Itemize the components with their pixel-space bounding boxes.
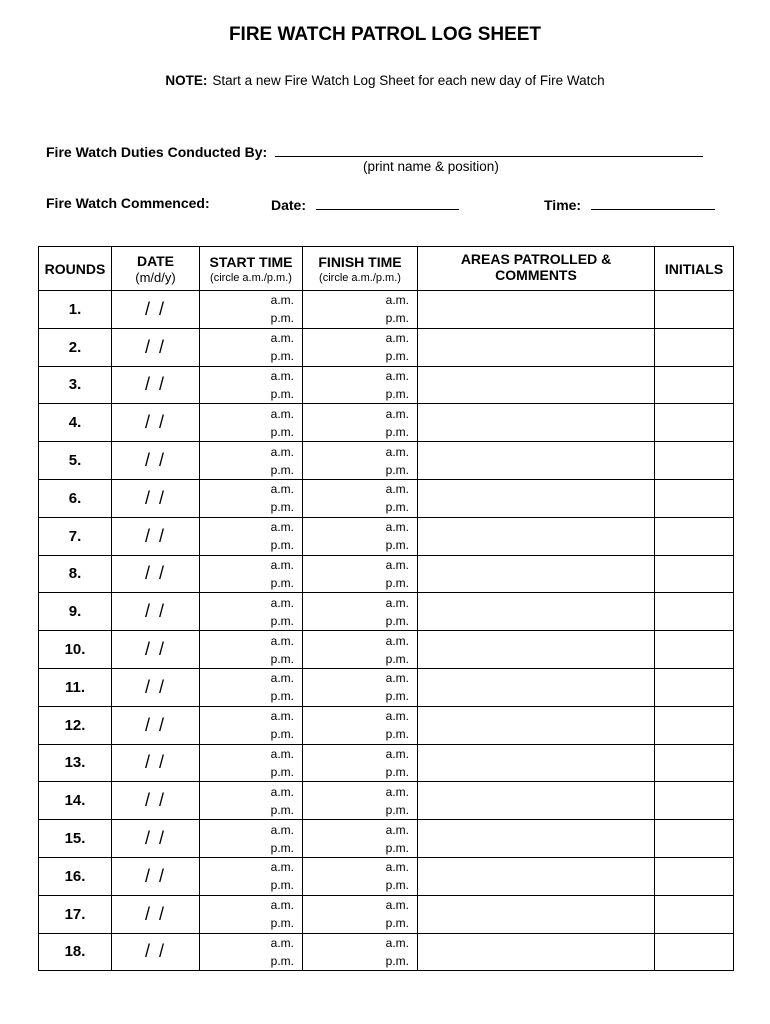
am-option[interactable]: a.m. [385,898,409,913]
areas-cell[interactable] [418,668,655,706]
areas-cell[interactable] [418,555,655,593]
date-cell[interactable]: / / [112,479,200,517]
start-time-cell[interactable] [200,555,303,593]
conducted-by-label: Fire Watch Duties Conducted By: [46,144,268,160]
round-number: 1. [39,291,112,329]
date-cell[interactable]: / / [112,857,200,895]
table-row [39,857,734,895]
table-row [39,820,734,858]
am-option[interactable]: a.m. [270,860,294,875]
header-finish-hint: (circle a.m./p.m.) [319,271,401,284]
start-time-cell[interactable] [200,782,303,820]
start-time-cell[interactable] [200,820,303,858]
finish-time-cell[interactable] [303,442,418,480]
areas-cell[interactable] [418,782,655,820]
date-cell[interactable]: / / [112,744,200,782]
pm-option[interactable]: p.m. [270,613,294,628]
start-time-cell[interactable] [200,328,303,366]
am-option[interactable]: a.m. [270,406,294,421]
header-date [112,247,200,291]
am-option[interactable]: a.m. [385,557,409,572]
areas-cell[interactable] [418,820,655,858]
table-row [39,631,734,669]
initials-cell[interactable] [655,291,734,329]
pm-option[interactable]: p.m. [385,840,409,855]
finish-time-cell[interactable] [303,706,418,744]
pm-option[interactable]: p.m. [270,802,294,817]
table-header-row [39,247,734,291]
commenced-date-label: Date: [271,197,307,213]
patrol-log-table [38,246,734,971]
note-label: NOTE: [165,73,208,88]
table-row [39,706,734,744]
am-option[interactable]: a.m. [385,671,409,686]
round-number: 2. [39,328,112,366]
areas-cell[interactable] [418,857,655,895]
initials-cell[interactable] [655,328,734,366]
start-time-cell[interactable] [200,857,303,895]
header-start-time [200,247,303,291]
header-start-hint: (circle a.m./p.m.) [210,271,292,284]
am-option[interactable]: a.m. [270,935,294,950]
table-row [39,442,734,480]
finish-time-cell[interactable] [303,517,418,555]
am-option[interactable]: a.m. [385,822,409,837]
table-row [39,782,734,820]
commenced-time-label: Time: [544,197,582,213]
am-option[interactable]: a.m. [270,482,294,497]
pm-option[interactable]: p.m. [270,727,294,742]
am-option[interactable]: a.m. [270,822,294,837]
areas-cell[interactable] [418,291,655,329]
round-number: 16. [39,857,112,895]
start-time-cell[interactable] [200,593,303,631]
am-option[interactable]: a.m. [385,444,409,459]
initials-cell[interactable] [655,555,734,593]
finish-time-cell[interactable] [303,744,418,782]
pm-option[interactable]: p.m. [270,538,294,553]
pm-option[interactable]: p.m. [270,349,294,364]
pm-option[interactable]: p.m. [385,500,409,515]
initials-cell[interactable] [655,631,734,669]
initials-cell[interactable] [655,782,734,820]
commenced-date-row [271,195,459,213]
finish-time-cell[interactable] [303,820,418,858]
pm-option[interactable]: p.m. [270,689,294,704]
pm-option[interactable]: p.m. [385,764,409,779]
header-initials: INITIALS [655,247,734,291]
pm-option[interactable]: p.m. [385,878,409,893]
table-row [39,744,734,782]
table-row [39,895,734,933]
areas-cell[interactable] [418,744,655,782]
initials-cell[interactable] [655,442,734,480]
pm-option[interactable]: p.m. [270,462,294,477]
initials-cell[interactable] [655,706,734,744]
am-option[interactable]: a.m. [270,368,294,383]
am-option[interactable]: a.m. [385,709,409,724]
finish-time-cell[interactable] [303,291,418,329]
table-row [39,366,734,404]
am-option[interactable]: a.m. [385,633,409,648]
initials-cell[interactable] [655,744,734,782]
round-number: 8. [39,555,112,593]
pm-option[interactable]: p.m. [385,386,409,401]
areas-cell[interactable] [418,517,655,555]
finish-time-cell[interactable] [303,895,418,933]
finish-time-cell[interactable] [303,593,418,631]
am-option[interactable]: a.m. [385,860,409,875]
round-number: 7. [39,517,112,555]
pm-option[interactable]: p.m. [385,953,409,968]
header-areas [418,247,655,291]
conducted-by-field[interactable] [275,142,703,157]
am-option[interactable]: a.m. [385,520,409,535]
header-date-label: DATE [136,252,175,269]
pm-option[interactable]: p.m. [270,878,294,893]
round-number: 15. [39,820,112,858]
round-number: 10. [39,631,112,669]
table-row [39,517,734,555]
commenced-time-field[interactable] [591,195,715,210]
table-row [39,291,734,329]
table-row [39,668,734,706]
round-number: 13. [39,744,112,782]
table-row [39,555,734,593]
finish-time-cell[interactable] [303,479,418,517]
am-option[interactable]: a.m. [385,368,409,383]
pm-option[interactable]: p.m. [270,386,294,401]
date-cell[interactable]: / / [112,555,200,593]
am-option[interactable]: a.m. [385,784,409,799]
header-areas-line2: COMMENTS [495,267,577,283]
am-option[interactable]: a.m. [385,935,409,950]
initials-cell[interactable] [655,820,734,858]
am-option[interactable]: a.m. [270,709,294,724]
am-option[interactable]: a.m. [270,520,294,535]
table-row [39,404,734,442]
pm-option[interactable]: p.m. [270,500,294,515]
areas-cell[interactable] [418,631,655,669]
start-time-cell[interactable] [200,744,303,782]
pm-option[interactable]: p.m. [385,802,409,817]
round-number: 3. [39,366,112,404]
commenced-time-row [544,195,715,213]
date-cell[interactable]: / / [112,631,200,669]
pm-option[interactable]: p.m. [270,651,294,666]
header-date-format: (m/d/y) [135,269,176,285]
round-number: 14. [39,782,112,820]
date-cell[interactable]: / / [112,895,200,933]
am-option[interactable]: a.m. [270,331,294,346]
round-number: 17. [39,895,112,933]
am-option[interactable]: a.m. [385,746,409,761]
table-row [39,328,734,366]
start-time-cell[interactable] [200,668,303,706]
commenced-label: Fire Watch Commenced: [46,195,210,211]
round-number: 12. [39,706,112,744]
start-time-cell[interactable] [200,291,303,329]
areas-cell[interactable] [418,933,655,971]
round-number: 9. [39,593,112,631]
am-option[interactable]: a.m. [385,482,409,497]
conducted-by-hint: (print name & position) [363,159,499,174]
header-finish-label: FINISH TIME [318,253,402,270]
round-number: 6. [39,479,112,517]
pm-option[interactable]: p.m. [270,311,294,326]
note-text: Start a new Fire Watch Log Sheet for each new day of Fire Watch [212,73,605,88]
am-option[interactable]: a.m. [270,784,294,799]
start-time-cell[interactable] [200,366,303,404]
date-cell[interactable]: / / [112,291,200,329]
date-cell[interactable]: / / [112,782,200,820]
round-number: 11. [39,668,112,706]
header-start-label: START TIME [209,253,293,270]
pm-option[interactable]: p.m. [270,764,294,779]
table-row [39,479,734,517]
round-number: 4. [39,404,112,442]
areas-cell[interactable] [418,366,655,404]
table-row [39,933,734,971]
commenced-date-field[interactable] [316,195,459,210]
start-time-cell[interactable] [200,706,303,744]
date-cell[interactable]: / / [112,593,200,631]
finish-time-cell[interactable] [303,631,418,669]
finish-time-cell[interactable] [303,404,418,442]
am-option[interactable]: a.m. [270,671,294,686]
page-title: FIRE WATCH PATROL LOG SHEET [228,24,542,45]
finish-time-cell[interactable] [303,857,418,895]
initials-cell[interactable] [655,668,734,706]
areas-cell[interactable] [418,442,655,480]
date-cell[interactable]: / / [112,933,200,971]
pm-option[interactable]: p.m. [385,424,409,439]
areas-cell[interactable] [418,895,655,933]
initials-cell[interactable] [655,933,734,971]
start-time-cell[interactable] [200,404,303,442]
pm-option[interactable]: p.m. [385,538,409,553]
conducted-by-row [46,142,703,160]
round-number: 5. [39,442,112,480]
initials-cell[interactable] [655,857,734,895]
areas-cell[interactable] [418,479,655,517]
pm-option[interactable]: p.m. [385,689,409,704]
header-rounds: ROUNDS [39,247,112,291]
header-finish-time [303,247,418,291]
initials-cell[interactable] [655,479,734,517]
date-cell[interactable]: / / [112,706,200,744]
pm-option[interactable]: p.m. [385,727,409,742]
finish-time-cell[interactable] [303,555,418,593]
am-option[interactable]: a.m. [270,633,294,648]
initials-cell[interactable] [655,366,734,404]
date-cell[interactable]: / / [112,442,200,480]
start-time-cell[interactable] [200,933,303,971]
areas-cell[interactable] [418,593,655,631]
pm-option[interactable]: p.m. [270,840,294,855]
header-areas-line1: AREAS PATROLLED & [460,251,612,267]
pm-option[interactable]: p.m. [270,424,294,439]
pm-option[interactable]: p.m. [385,613,409,628]
am-option[interactable]: a.m. [385,595,409,610]
date-cell[interactable]: / / [112,820,200,858]
finish-time-cell[interactable] [303,328,418,366]
am-option[interactable]: a.m. [385,406,409,421]
date-cell[interactable]: / / [112,328,200,366]
date-cell[interactable]: / / [112,668,200,706]
finish-time-cell[interactable] [303,782,418,820]
pm-option[interactable]: p.m. [385,651,409,666]
am-option[interactable]: a.m. [270,293,294,308]
finish-time-cell[interactable] [303,668,418,706]
am-option[interactable]: a.m. [385,293,409,308]
pm-option[interactable]: p.m. [385,462,409,477]
am-option[interactable]: a.m. [270,444,294,459]
start-time-cell[interactable] [200,895,303,933]
date-cell[interactable]: / / [112,517,200,555]
finish-time-cell[interactable] [303,366,418,404]
am-option[interactable]: a.m. [270,898,294,913]
areas-cell[interactable] [418,404,655,442]
areas-cell[interactable] [418,328,655,366]
initials-cell[interactable] [655,895,734,933]
pm-option[interactable]: p.m. [270,916,294,931]
pm-option[interactable]: p.m. [385,311,409,326]
finish-time-cell[interactable] [303,933,418,971]
am-option[interactable]: a.m. [270,557,294,572]
am-option[interactable]: a.m. [385,331,409,346]
pm-option[interactable]: p.m. [385,916,409,931]
round-number: 18. [39,933,112,971]
am-option[interactable]: a.m. [270,746,294,761]
start-time-cell[interactable] [200,479,303,517]
date-cell[interactable]: / / [112,404,200,442]
am-option[interactable]: a.m. [270,595,294,610]
date-cell[interactable]: / / [112,366,200,404]
table-row [39,593,734,631]
pm-option[interactable]: p.m. [270,575,294,590]
pm-option[interactable]: p.m. [385,349,409,364]
initials-cell[interactable] [655,593,734,631]
start-time-cell[interactable] [200,631,303,669]
note [0,73,770,88]
pm-option[interactable]: p.m. [385,575,409,590]
start-time-cell[interactable] [200,442,303,480]
areas-cell[interactable] [418,706,655,744]
start-time-cell[interactable] [200,517,303,555]
initials-cell[interactable] [655,517,734,555]
pm-option[interactable]: p.m. [270,953,294,968]
initials-cell[interactable] [655,404,734,442]
